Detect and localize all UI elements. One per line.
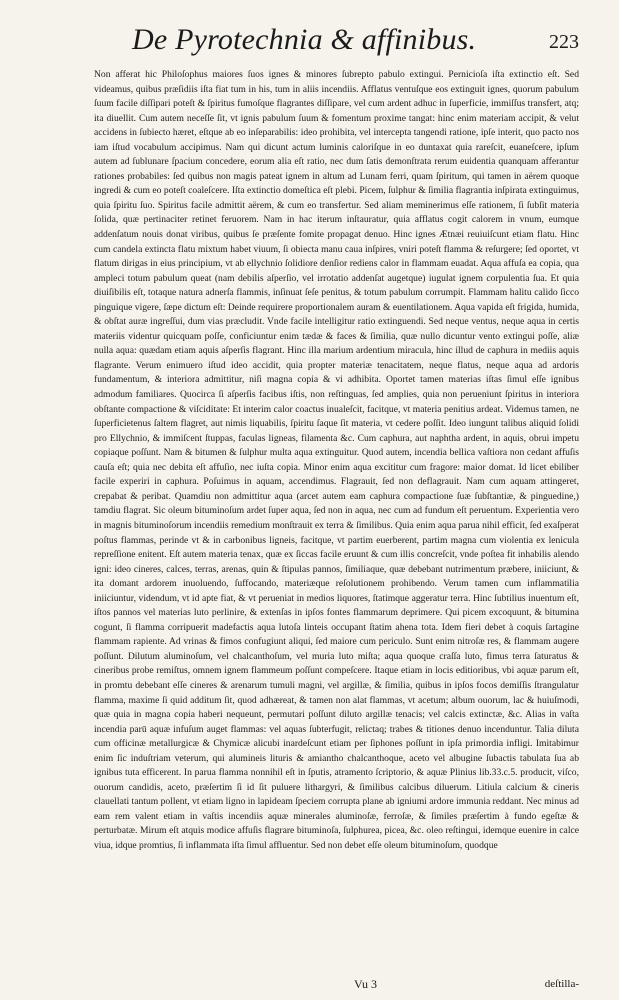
page-header — [94, 22, 579, 58]
page-number: 223 — [549, 31, 579, 53]
catchword: deſtilla- — [544, 978, 579, 990]
page-footer — [94, 975, 579, 993]
body-text: Non afferat hic Philoſophus maiores ſuos ignes & minores ſubrepto pabulo extingui. Pernicioſa iſta extinctio eſt. Sed videamus, quibus præſidiis iſta fiat tum in his, tum in aliis incendiis. Afflatus ventuſque eos extinguit ignes, quorum pabulum ſuum facile diſſipari poteſt & ſpiritus fumoſque flagrantes diſſipare, vel cum ardent adhuc in ſuperficie, immiſſus transfert, atq; ita diuellit. Cum autem neceſſe ſit, vt ignis pabulum ſuum & fomentum proxime tangat: hinc enim materiam accipit, & velut accidens in ſubiecto hæret, eſtque ab eo inſeparabilis: ideo prohibita, vel intercepta tangendi ratione, ipſe interit, quo pacto nos iam iſtud vocabulum accipimus. Nam qui dicunt actum luminis caloriſque in eo duntaxat quia rareſcit, euaneſcere, ipſum autem ad ſublunare ſpacium concedere, eorum alia eſt ratio, nec dum ſatis demonſtrata rerum euidentia quanquam afferantur rationes probabiles: ſed quibus non magis pateat ignem in altum ad Lunam ferri, quam ſpiritum, qui tamen in aërem quoque ingredi & cum eo poteſt coaleſcere. Iſta extinctio domeſtica eſt plebi. Picem, ſulphur & ſimilia flagrantia inſpirata extinguimus, quia ſpiritu ſuo. Spiritus facile admittit aërem, & cum eo transfertur. Sed aliam meminerimus eſſe rationem, ſi ſubſit materia ſolida, quæ pertinaciter retinet feruorem. Nam in hac iterum inſtauratur, quia afflatus cogit calorem in vnum, eumque addenſatum nouis donat viribus, quibus ſe præſente fomite propagat denuo. Hinc ignes Ætnæi reuiuiſcunt etiam flatu. Hinc cum candela extincta flatu mixtum habet viuum, ſi obiecta manu caua inſpires, vniri poteſt flamma & reſurgere; ſed oportet, vt flatum dirigas in eius principium, vt ab ellychnio ſolidiore denſior rediens calor in flammam euadat. Aqua affuſa ea copia, qua ampleci totum pabulum queat (nam debilis aſperſio, vel irrotatio addenſat augetque) iugulat ignem corpulentia ſua. Et quia diuiſibilis eſt, totaque natura adnerſa flammis, inſinuat ſeſe penitus, & totum pabulum corrumpit. Flammam halitu calido ſicco pinguique vigere, ſæpe dictum eſt: Deinde requirere proportionalem auram & euentilationem. Aqua vapida eſt frigida, humida, & obſtat auræ ingreſſui, dum vias præcludit. Vnde facile intelligitur ratio extinguendi. Sed neque ventus, neque aqua in certis materiis videntur quicquam poſſe, conficiuntur enim tædæ & faces & ſimilia, quæ nullo dicuntur vento extingui poſſe, aliæ nulla aqua: quædam etiam aquis aſperſis flagrant. Hinc illa marium ardentium miracula, hinc illud de caphura in mediis aquis flagrante. Verum enimuero iſtud ideo accidit, quia propter materiæ tenacitatem, neque flatus, neque aqua ad ardoris fundamentum, & interiora admittitur, niſi magna copia & vi adhibita. Oportet tamen materias iſtas ſimul eſſe ignibus admodum familiares. Quocirca ſi aſperſis facibus iſtis, non reſtinguas, ſed amplies, quia non perueniunt ſpiritus in interiora obſtante compactione & viſciditate: Et interim calor coactus inualeſcit, facitque, vt materia penitius ardeat. Videmus tamen, ne ſuperficietenus ſaltem flagret, aut nimis liquabilis, ſpiritu ſaque ſit materia, vt cedere poſſit. Ideo iungunt talibus aliquid ſolidi pro Ellychnio, & immiſcent ſtuppas, faculas ligneas, filamenta &c. Cum caphura, aut naphtha ardent, in aquis, obrui impetu copiaque poſſunt. Nam & bitumen & ſulphur multa aqua extinguitur. Quod autem, incendia bellica vaſtiora non cedant affuſis cauſa eſt; quia nec debita eſt affuſio, nec iuſta copia. Minor enim aqua excititur cum fragore: maior domat. Id licet ebiliber facile experiri in caphura. Poſuimus in aquam, accendimus. Flagrauit, ſed non deflagrauit. Nam cum aquam attingeret, crepabat & peribat. Quamdiu non admittitur aqua (arcet autem eam caphura compactione ſuæ ſubſtantiæ, & pinguedine,) tamdiu flagrat. Sic oleum bituminoſum ardet ſuper aqua, ſed non in aqua, nec cum ad fundum eſt peruentum. Experientia vero in magnis bituminoſorum incendiis remedium monſtrauit ex terra & ſimilibus. Quia enim aqua parua nihil efficit, ſed exaſperat poſtus flammas, perinde vt & in carbonibus ligneis, facitque, vt partim euerberent, partim magna cum violentia ex lenicula repreſſione enitent. Eſt autem materia tenax, quæ ex ſiccas facile eruunt & cum illis concreſcit, vnde poſtea fit inhabilis alendo igni: ideo cineres, calces, terras, arenas, quin & ſtipulas pannos, ſimiliaque, quæ debebant nutrimentum præbere, iniiciunt, & ita domant ardorem inuoluendo, ſuffocando, materiæque reſolutionem prohibendo. Verum tamen cum inflammatilia iniiciuntur, videndum, vt id apte fiat, & vt perueniat in medios liquores, ſtatimque aggeratur terra. Hinc ſubtilius inuentum eſt, iſtos pannos vel materias luto perlinire, & extenſas in ipſos fontes flammarum deprimere. Qui picem excoquunt, & bitumina cogunt, ſi flamma corripuerit madefactis aqua lutoſa linteis occupant ſtatim ahena tota. Idem fieri debet à coquis ſartagine flammam rapiente. Ad vrinas & fimos confugiunt aliqui, ſed maiore cum periculo. Sunt enim nitroſæ res, & flammam augere poſſunt. Dilutum aluminoſum, vel chalcanthoſum, vel muria luto miſta; aqua quoque craſſa luto, fimus terra ſaturatus & cineribus probe remiſtus, omnem ignem flammeum poſſunt compeſcere. Itaque etiam in locis editioribus, vbi aquæ parum eſt, in promtu debebant eſſe cineres & arenarum tumuli magni, vel argillæ, & ſimilia, quibus in ipſos focos demiſſis ſtrangulatur flamma, maxime ſi quid additum ſit, quod adhæreat, & tamen non alat flammas, vt acetum; album ouorum, lac & huiuſmodi, quæ quia in magna copia haberi nequeunt, permutari poſſunt diluto argillæ tenacis; vel calcis extinctæ, &c. Alias in vaſta incendia parū aquæ infuſum auget flammas: vel aquas ſubterfugit, relictaq; trabes & titiones denuo incenduntur. Talia diluta cum officinæ metallurgicæ & Chymicæ alicubi inardeſcunt etiam per ſiphones poſſunt in ipſa primordia infligi. Imitabimur enim ſic induſtriam veterum, qui alumineis lituris & amiantho chalcanthoque, aceto vel albugine ſubactis tabulata ſua ab ignibus tuta efficerent. In parua flamma nonnihil eſt in ſputis, atramento ſcriptorio, & aquæ Plinius lib.33.c.5. producit, viſco, ouorum candidis, aceto, præſertim ſi id ſit puluere lithargyri, & ſimilibus calcibus diluerum. Litiula calcium & cineris clauellati tantum pollent, vt etiam ligno in lapideam ſpeciem corrupta plane ab igniumi ardore immunia reddant. Nec minus ad eam rem valent etiam in vaſtis incendiis aquæ minerales aluminoſæ, ferroſæ, & ſimiles præſertim à fundo egeſtæ & perturbatæ. Mirum eſt atquis modice affuſis flagrare bituminoſa, ſulphurea, picea, &c. oleo reſtingui, idemque euenire in calce viua, idque promtius, ſi inflammata iſta ſimul affluentur. Sed non debet eſſe oleum bituminoſum, quodque — [94, 69, 579, 851]
running-title: De Pyrotechnia & affinibus. — [132, 23, 477, 56]
signature-mark: Vu 3 — [354, 977, 377, 991]
